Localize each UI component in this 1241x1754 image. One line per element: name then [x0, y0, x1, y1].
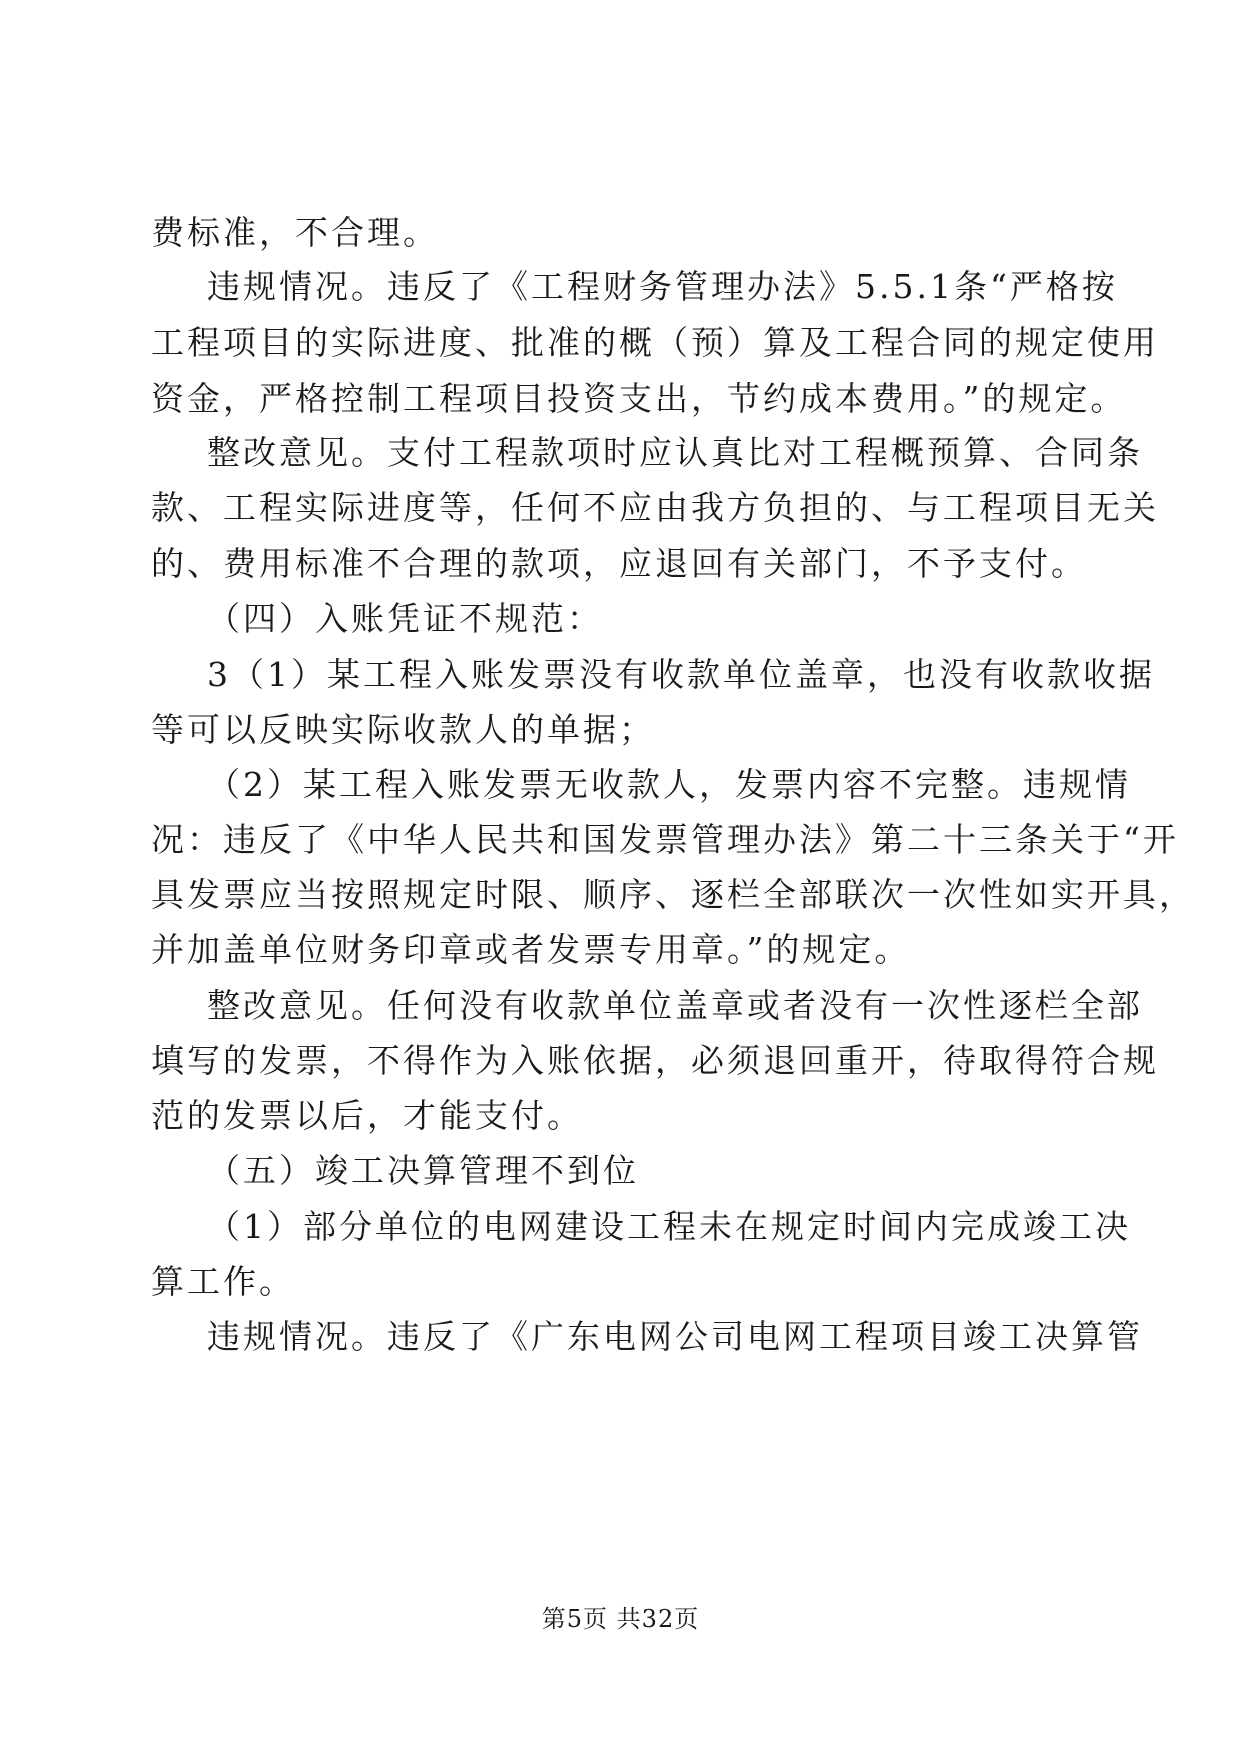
text-line-13: 具发票应当按照规定时限、顺序、逐栏全部联次一次性如实开具， [151, 875, 1195, 914]
text-line-4: 资金，严格控制工程项目投资支出，节约成本费用。”的规定。 [151, 379, 1127, 418]
text-line-6: 款、工程实际进度等，任何不应由我方负担的、与工程项目无关 [151, 488, 1159, 527]
text-line-8: （四）入账凭证不规范： [207, 599, 603, 638]
page-footer: 第5页 共32页 [541, 1605, 700, 1633]
text-line-9: 3（1）某工程入账发票没有收款单位盖章，也没有收款收据 [207, 655, 1155, 694]
text-line-10: 等可以反映实际收款人的单据； [151, 710, 655, 749]
text-line-11: （2）某工程入账发票无收款人，发票内容不完整。违规情 [207, 765, 1131, 804]
text-line-14: 并加盖单位财务印章或者发票专用章。”的规定。 [151, 930, 911, 969]
text-line-2: 违规情况。违反了《工程财务管理办法》5.5.1条“严格按 [207, 267, 1118, 306]
text-line-12: 况：违反了《中华人民共和国发票管理办法》第二十三条关于“开 [151, 820, 1179, 859]
text-line-1: 费标准，不合理。 [151, 213, 439, 252]
text-line-5: 整改意见。支付工程款项时应认真比对工程概预算、合同条 [207, 433, 1143, 472]
text-line-17: 范的发票以后，才能支付。 [151, 1096, 583, 1135]
text-line-18: （五）竣工决算管理不到位 [207, 1151, 639, 1190]
text-line-21: 违规情况。违反了《广东电网公司电网工程项目竣工决算管 [207, 1317, 1143, 1356]
text-line-15: 整改意见。任何没有收款单位盖章或者没有一次性逐栏全部 [207, 986, 1143, 1025]
text-line-7: 的、费用标准不合理的款项，应退回有关部门，不予支付。 [151, 544, 1087, 583]
text-line-20: 算工作。 [151, 1262, 295, 1301]
text-line-16: 填写的发票，不得作为入账依据，必须退回重开，待取得符合规 [151, 1041, 1159, 1080]
text-line-3: 工程项目的实际进度、批准的概（预）算及工程合同的规定使用 [151, 323, 1159, 362]
text-line-19: （1）部分单位的电网建设工程未在规定时间内完成竣工决 [207, 1207, 1131, 1246]
